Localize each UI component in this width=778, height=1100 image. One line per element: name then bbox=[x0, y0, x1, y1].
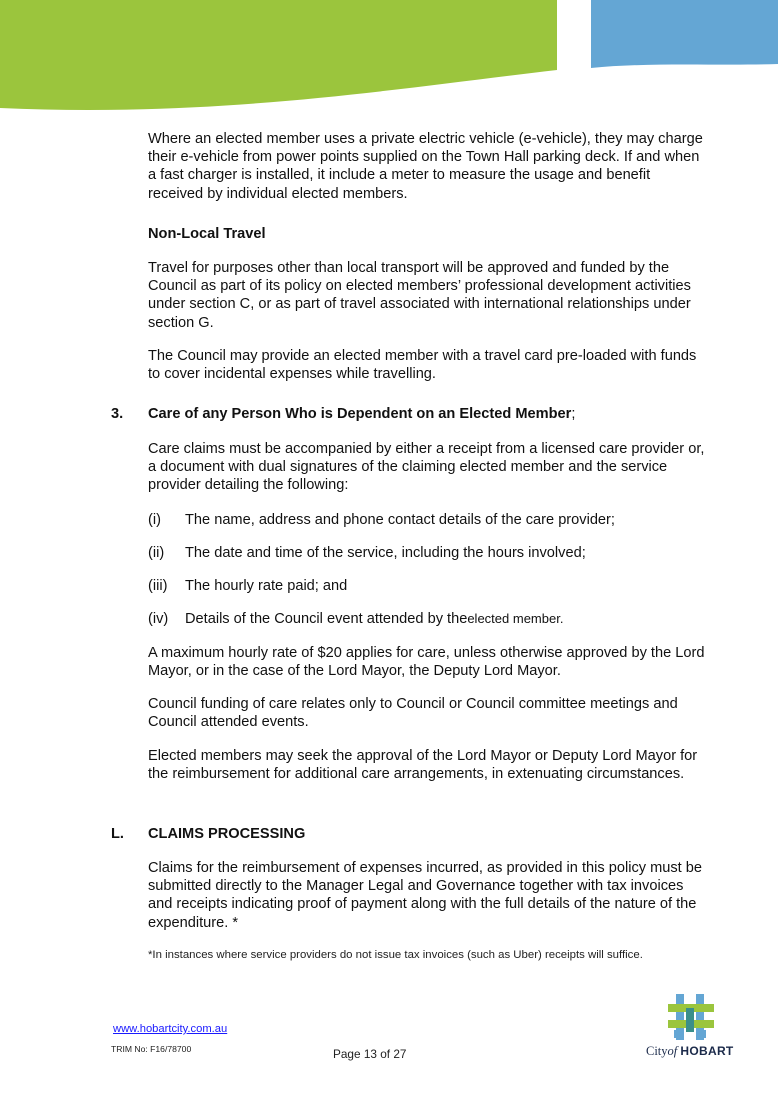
footnote: *In instances where service providers do not issue tax invoices (such as Uber) receipts will suffice. bbox=[148, 949, 643, 961]
city-of-hobart-wordmark bbox=[646, 1044, 746, 1059]
list-item-text-small: elected member. bbox=[467, 611, 564, 626]
care-claims-intro: Care claims must be accompanied by either a receipt from a licensed care provider or, a document with dual signatures of the claiming elected member and the service provider detailing the following: bbox=[148, 441, 705, 494]
trim-number: TRIM No: F16/78700 bbox=[111, 1044, 192, 1054]
section-3-title bbox=[148, 405, 575, 423]
section-l-letter: L. bbox=[111, 826, 124, 842]
list-item-label: (iv) bbox=[148, 611, 169, 627]
list-item-label: (iii) bbox=[148, 578, 168, 594]
claims-processing-paragraph: Claims for the reimbursement of expenses incurred, as provided in this policy must be submitted directly to the Manager Legal and Governance together with tax invoices and receipts indicating proof of payment along with the full details of the nature of the expenditure. * bbox=[148, 860, 702, 931]
list-item bbox=[185, 610, 705, 628]
non-local-travel-heading: Non-Local Travel bbox=[148, 226, 266, 242]
website-link[interactable]: www.hobartcity.com.au bbox=[113, 1023, 228, 1035]
logo-hobart: HOBART bbox=[680, 1044, 734, 1058]
list-item: The hourly rate paid; and bbox=[185, 578, 348, 594]
logo-cross-mark bbox=[668, 994, 714, 1040]
care-funding-paragraph: Council funding of care relates only to Council or Council committee meetings and Council attended events. bbox=[148, 696, 678, 731]
travel-card-paragraph: The Council may provide an elected member with a travel card pre-loaded with funds to cover incidental expenses while travelling. bbox=[148, 348, 697, 383]
list-item-text: Details of the Council event attended by the bbox=[185, 611, 468, 627]
section-l-title: CLAIMS PROCESSING bbox=[148, 826, 306, 842]
list-item-label: (ii) bbox=[148, 545, 165, 561]
green-banner-shape bbox=[0, 0, 557, 110]
max-rate-paragraph: A maximum hourly rate of $20 applies for care, unless otherwise approved by the Lord Mayor, or in the case of the Lord Mayor, the Deputy Lord Mayor. bbox=[148, 645, 705, 680]
section-3-title-text: Care of any Person Who is Dependent on an Elected Member bbox=[148, 406, 572, 422]
page-number: Page 13 of 27 bbox=[333, 1047, 407, 1061]
list-item: The name, address and phone contact details of the care provider; bbox=[185, 512, 615, 528]
list-item: The date and time of the service, including the hours involved; bbox=[185, 545, 586, 561]
header-banner bbox=[0, 0, 778, 112]
logo-of: of bbox=[667, 1044, 678, 1058]
non-local-travel-paragraph: Travel for purposes other than local transport will be approved and funded by the Council as part of its policy on elected members’ professional development activities under section C, or as part of travel associated with international relationships under section G. bbox=[148, 260, 691, 331]
ev-charging-paragraph: Where an elected member uses a private electric vehicle (e-vehicle), they may charge their e-vehicle from power points supplied on the Town Hall parking deck. If and when a fast charger is installed, it include a meter to measure the usage and benefit received by individual elected members. bbox=[148, 131, 703, 202]
section-3-title-suffix: ; bbox=[571, 406, 576, 422]
logo-city: City bbox=[646, 1044, 668, 1058]
additional-care-paragraph: Elected members may seek the approval of the Lord Mayor or Deputy Lord Mayor for the reimbursement for additional care arrangements, in extenuating circumstances. bbox=[148, 748, 698, 783]
section-3-number: 3. bbox=[111, 406, 124, 422]
list-item-label: (i) bbox=[148, 512, 161, 528]
blue-banner-shape bbox=[591, 0, 778, 68]
